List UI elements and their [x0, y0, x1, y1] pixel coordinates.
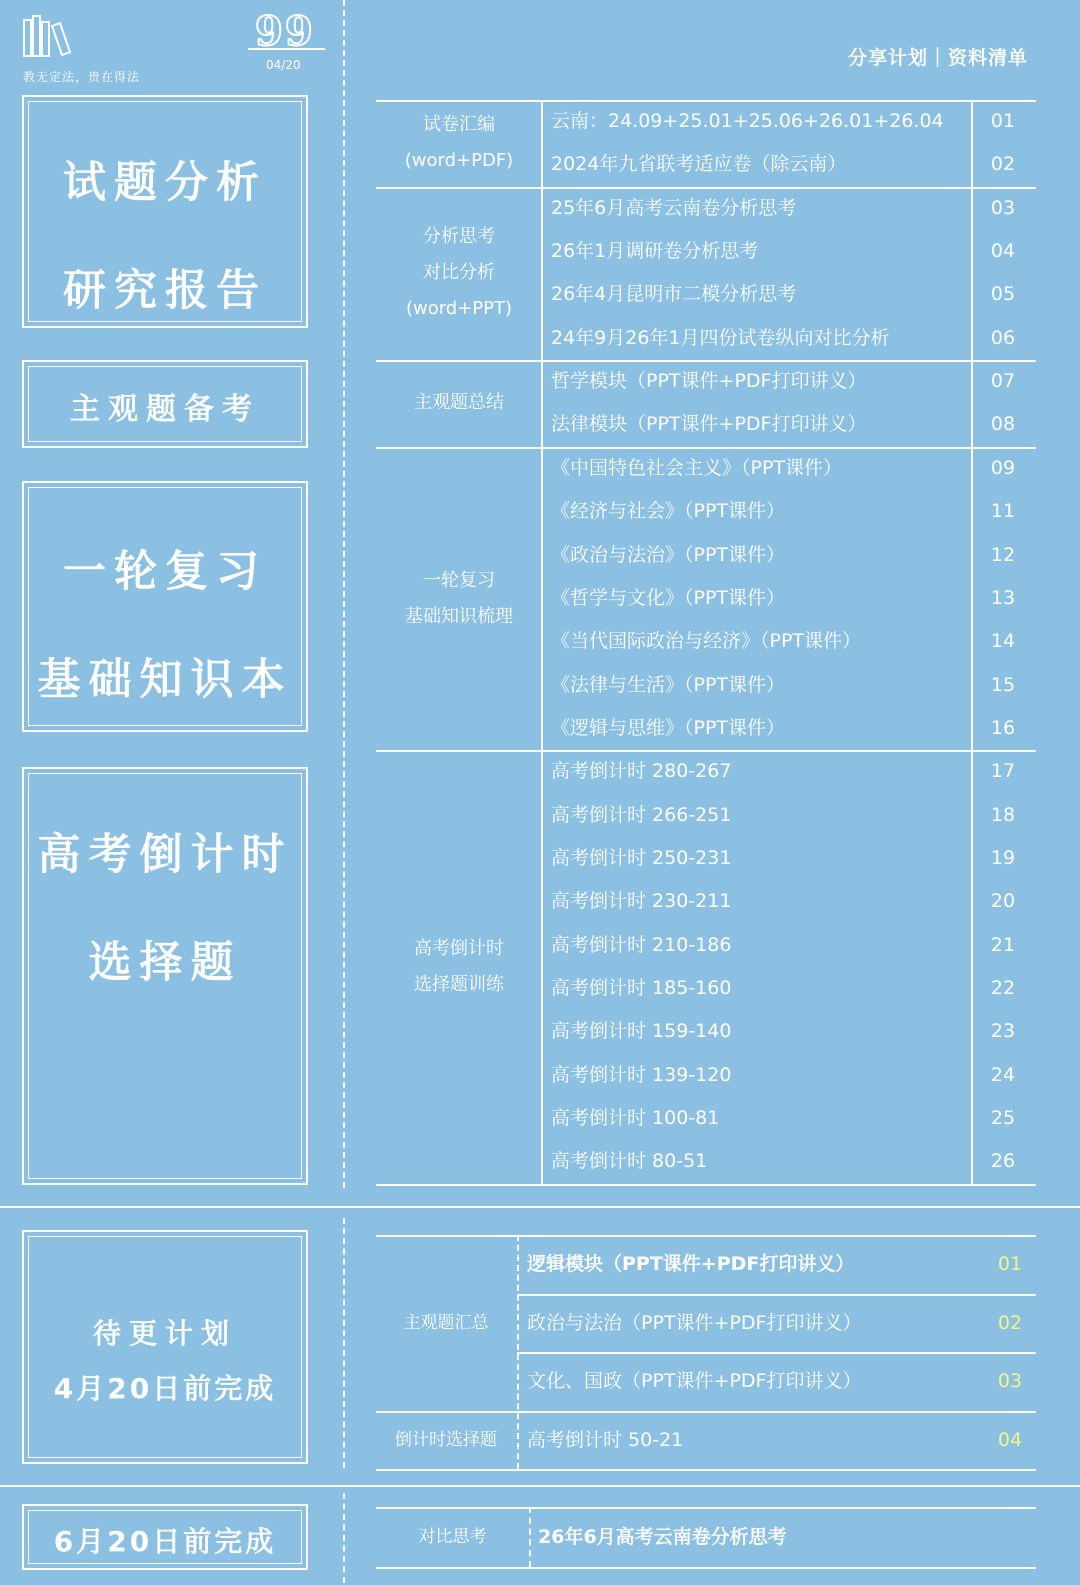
column-rule [517, 1235, 519, 1469]
list-item: 文化、国政（PPT课件+PDF打印讲义） [527, 1370, 862, 1392]
item-number: 23 [990, 1020, 1016, 1043]
category-label: 对比分析 [423, 262, 495, 284]
item-number: 19 [990, 846, 1016, 869]
list-item: 2024年九省联考适应卷（除云南） [551, 153, 847, 176]
category-label: 试卷汇编 [423, 114, 495, 136]
item-number: 20 [990, 890, 1016, 913]
list-item: 云南：24.09+25.01+25.06+26.01+26.04 [551, 110, 944, 132]
item-number: 12 [990, 543, 1016, 566]
item-number: 22 [990, 977, 1016, 999]
category-label: 主观题总结 [414, 392, 504, 414]
category-label: (word+PPT) [405, 298, 513, 320]
item-number: 17 [990, 760, 1016, 783]
list-item: 《法律与生活》（PPT课件） [551, 673, 786, 696]
list-item: 高考倒计时 185-160 [551, 977, 732, 999]
list-item: 26年6月高考云南卷分析思考 [538, 1526, 787, 1548]
item-number: 05 [990, 283, 1016, 306]
column-separator [343, 0, 345, 1188]
list-item: 高考倒计时 159-140 [551, 1020, 732, 1043]
item-number: 02 [990, 153, 1016, 176]
list-item: 25年6月高考云南卷分析思考 [551, 196, 797, 219]
category-label: 高考倒计时 [414, 938, 504, 959]
item-number: 13 [990, 586, 1016, 609]
list-item: 26年4月昆明市二模分析思考 [551, 283, 797, 306]
list-item: 高考倒计时 210-186 [551, 933, 732, 956]
item-number: 03 [990, 196, 1016, 219]
list-item: 《哲学与文化》（PPT课件） [551, 586, 786, 609]
box-title: 6月20日前完成 [53, 1525, 277, 1558]
box-title: 4月20日前完成 [53, 1372, 277, 1405]
item-number: 16 [990, 716, 1016, 739]
list-item: 法律模块（PPT课件+PDF打印讲义） [551, 413, 867, 436]
box-title: 选择题 [88, 938, 242, 988]
box-title: 主观题备考 [70, 392, 260, 427]
list-item: 高考倒计时 80-51 [551, 1150, 708, 1173]
header-title: 分享计划｜资料清单 [847, 47, 1028, 69]
item-number: 01 [997, 1253, 1023, 1275]
section-divider [0, 1206, 1080, 1208]
category-label: 对比思考 [418, 1527, 487, 1547]
issue-divider [248, 48, 325, 50]
table-rule [376, 1184, 1036, 1186]
list-item: 高考倒计时 250-231 [551, 846, 732, 869]
item-number: 09 [990, 456, 1016, 479]
category-label: 一轮复习 [423, 569, 495, 591]
item-number: 26 [990, 1150, 1016, 1173]
list-item: 《当代国际政治与经济》（PPT课件） [551, 630, 862, 653]
item-number: 01 [990, 110, 1016, 132]
books-icon [22, 14, 72, 58]
list-item: 高考倒计时 280-267 [551, 760, 732, 783]
box-title: 基础知识本 [37, 655, 293, 705]
issue-number: 99 [255, 8, 315, 55]
item-number: 14 [990, 630, 1016, 653]
category-label: 倒计时选择题 [395, 1429, 497, 1450]
section-divider [0, 1485, 1080, 1487]
box-title: 试题分析 [63, 158, 267, 208]
category-label: 主观题汇总 [403, 1312, 489, 1333]
list-item: 政治与法治（PPT课件+PDF打印讲义） [527, 1311, 862, 1334]
table-rule [376, 1567, 1036, 1569]
table-rule [376, 1469, 1036, 1471]
category-label: 选择题训练 [414, 974, 504, 995]
box-title: 研究报告 [63, 266, 267, 316]
column-separator [343, 1218, 345, 1468]
box-title: 高考倒计时 [37, 830, 293, 880]
column-rule [971, 100, 973, 1184]
category-label: 基础知识梳理 [405, 605, 513, 627]
list-item: 高考倒计时 230-211 [551, 890, 732, 913]
item-number: 18 [990, 803, 1016, 826]
item-number: 24 [990, 1063, 1016, 1086]
list-item: 高考倒计时 266-251 [551, 803, 732, 826]
motto: 教无定法，贵在得法 [23, 70, 141, 84]
item-number: 03 [997, 1370, 1023, 1392]
box-pending-plan [22, 1230, 308, 1464]
list-item: 哲学模块（PPT课件+PDF打印讲义） [551, 370, 867, 393]
list-item: 26年1月调研卷分析思考 [551, 240, 759, 263]
list-item: 高考倒计时 100-81 [551, 1107, 720, 1130]
category-label: 分析思考 [423, 226, 495, 248]
item-number: 21 [990, 933, 1016, 956]
box-countdown [22, 767, 308, 1185]
item-number: 07 [990, 370, 1016, 393]
item-number: 06 [990, 326, 1016, 349]
item-number: 25 [990, 1107, 1016, 1130]
list-item: 高考倒计时 139-120 [551, 1063, 732, 1086]
column-rule [529, 1507, 531, 1567]
box-first-review [22, 481, 308, 732]
column-separator [343, 1493, 345, 1583]
list-item: 《中国特色社会主义》（PPT课件） [551, 456, 843, 479]
list-item: 高考倒计时 50-21 [527, 1428, 684, 1451]
box-subjective-prep [22, 360, 308, 448]
box-title: 待更计划 [92, 1317, 237, 1350]
table-rule [376, 1411, 1036, 1413]
item-number: 02 [997, 1311, 1023, 1334]
column-rule [541, 100, 543, 1184]
category-label: (word+PDF) [404, 150, 514, 172]
list-item: 《政治与法治》（PPT课件） [551, 543, 786, 566]
box-title: 一轮复习 [63, 547, 267, 597]
box-june-plan [22, 1504, 308, 1570]
issue-date: 04/20 [266, 58, 301, 72]
item-number: 11 [990, 500, 1016, 523]
list-item: 《经济与社会》（PPT课件） [551, 500, 786, 523]
box-exam-analysis [22, 95, 308, 328]
item-number: 08 [990, 413, 1016, 436]
item-number: 04 [990, 240, 1016, 263]
list-item: 24年9月26年1月四份试卷纵向对比分析 [551, 326, 890, 349]
item-number: 04 [997, 1428, 1023, 1451]
item-number: 15 [990, 673, 1016, 696]
list-item: 《逻辑与思维》（PPT课件） [551, 716, 786, 739]
list-item: 逻辑模块（PPT课件+PDF打印讲义） [527, 1253, 855, 1275]
